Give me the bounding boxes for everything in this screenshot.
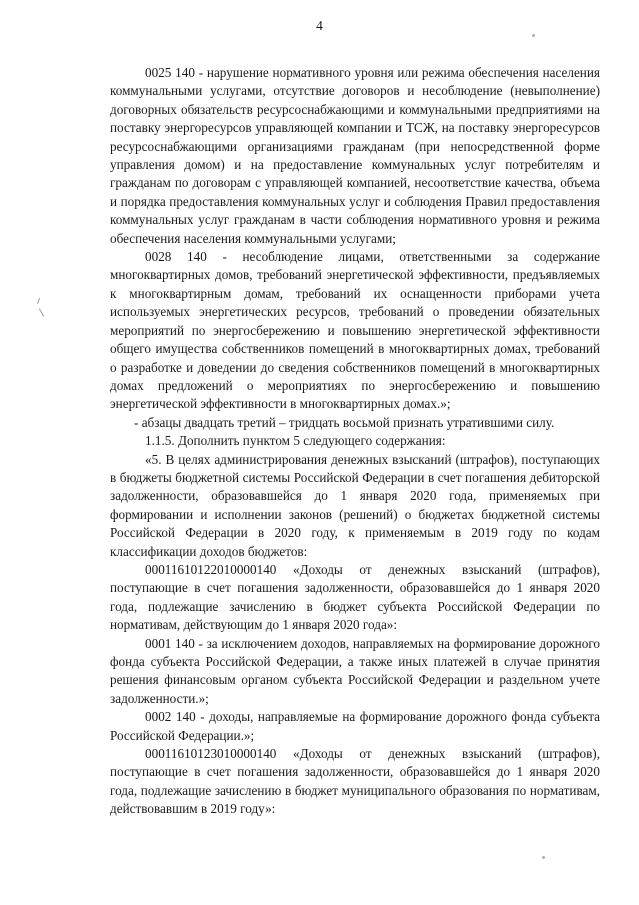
margin-scan-mark bbox=[38, 298, 44, 320]
paragraph-code-0028: 0028 140 - несоблюдение лицами, ответственными за содержание многоквартирных домов, требований энергетической эффективности, предъявляемых к многоквартирным домам, требований их оснащенности приборами учета используемых энергетических ресурсов, требований о проведении обязательных мероприятий по энергосбережению и повышению энергетической эффективности общего имущества собственников помещений в многоквартирных домах, требований о разработке и доведении до сведения собственников помещений в многоквартирных домах предложений о мероприятиях по энергосбережению и повышению энергетической эффективности в многоквартирных домах.»; bbox=[110, 249, 600, 412]
paragraph-item-5-intro: «5. В целях администрирования денежных взысканий (штрафов), поступающих в бюджеты бюджетной системы Российской Федерации в счет погашения дебиторской задолженности, образовавшейся до 1 января 2020 года, применяемых при формировании и исполнении законов (решений) о бюджетах бюджетной системы Российской Федерации в 2020 году, к применяемым в 2019 году по кодам классификации доходов бюджетов: bbox=[110, 451, 600, 559]
paragraph-subcode-0002: 0002 140 - доходы, направляемые на формирование дорожного фонда субъекта Российской Федерации.»; bbox=[110, 709, 600, 743]
paragraph-code-00011610123010000140: 00011610123010000140 «Доходы от денежных взысканий (штрафов), поступающие в счет погашения задолженности, образовавшейся до 1 января 2020 года, подлежащие зачислению в бюджет муниципального образования по нормативам, действовавшим в 2019 году»: bbox=[110, 746, 600, 817]
paragraph-code-0025: 0025 140 - нарушение нормативного уровня или режима обеспечения населения коммунальными услугами, отсутствие договоров и несоблюдение (невыполнение) договорных обязательств ресурсоснабжающими и коммунальными предприятиями на поставку энергоресурсов управляющей компании и ТСЖ, на поставку энергоресурсов ресурсоснабжающими организациями гражданам (при непосредственной форме управления домом) и на предоставление коммунальных услуг потребителям и гражданам по договорам с управляющей компанией, несоответствие качества, объема и порядка предоставления коммунальных услуг и соблюдения Правил предоставления коммунальных услуг гражданам в части соблюдения нормативного уровня и режима обеспечения населения коммунальными услугами; bbox=[110, 65, 600, 246]
paragraph-code-00011610122010000140: 00011610122010000140 «Доходы от денежных взысканий (штрафов), поступающие в счет погашения задолженности, образовавшейся до 1 января 2020 года, подлежащие зачислению в бюджет субъекта Российской Федерации по нормативам, действующим до 1 января 2020 года»: bbox=[110, 561, 600, 633]
page-number: 4 bbox=[316, 18, 323, 33]
paragraph-subcode-0001: 0001 140 - за исключением доходов, направляемых на формирование дорожного фонда субъекта Российской Федерации, а также иных платежей в случае принятия решения финансовым органом субъекта Российской Федерации и раздельном учете задолженности.»; bbox=[110, 635, 600, 706]
scan-speck bbox=[532, 34, 535, 37]
paragraph-item-1-1-5: 1.1.5. Дополнить пунктом 5 следующего содержания: bbox=[145, 433, 446, 449]
document-body bbox=[110, 64, 600, 819]
scan-speck bbox=[542, 856, 545, 859]
paragraph-repeal-clause: - абзацы двадцать третий – тридцать восьмой признать утратившими силу. bbox=[134, 414, 555, 430]
